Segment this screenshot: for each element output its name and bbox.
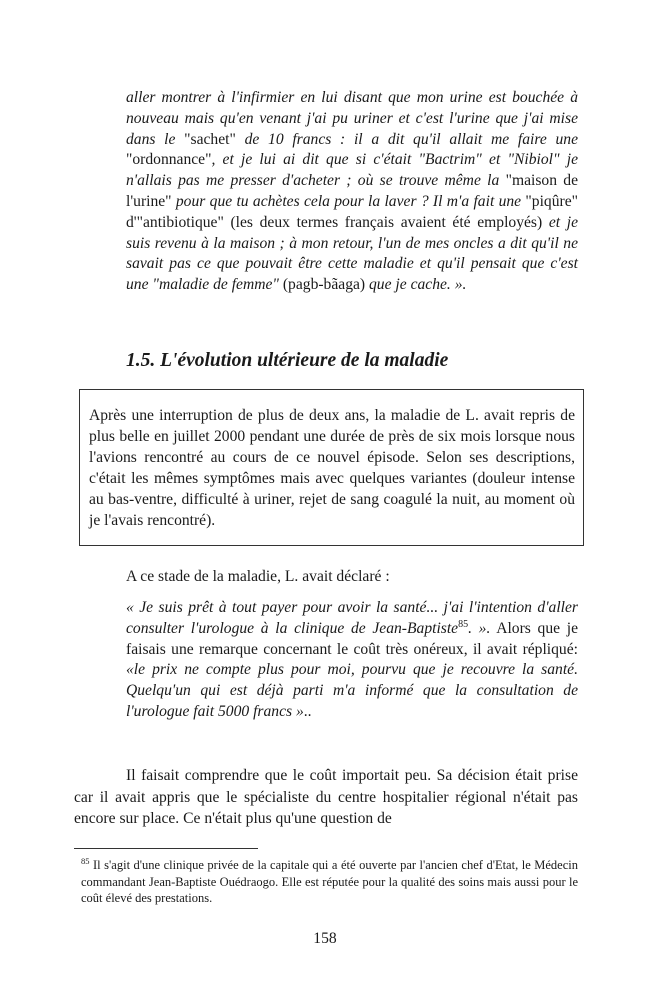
quote-text: , et je lui ai dit que si c'était "Bactrim" et "Nibiol" je n'allais pas me presser d'acheter ; où se trouve même la: [126, 151, 578, 190]
footnote: [74, 857, 578, 907]
quote-text: de 10 francs : il a dit qu'il allait me faire une: [235, 130, 578, 148]
footnote-number: 85: [81, 855, 90, 866]
footnote-text: Il s'agit d'une clinique privée de la capitale qui a été ouverte par l'ancien chef d'Etat, le Médecin commandant Jean-Baptiste Ouédraogo. Elle est réputée pour la qualité des soins mais aussi pour le coût élevé des prestations.: [81, 858, 578, 906]
page-number: 158: [313, 930, 337, 947]
quote-text: "maison de l'urine": [126, 172, 578, 210]
quote-text: aller montrer à l'infirmier en lui disant que mon urine est bouchée à nouveau mais qu'en venant j'ai pu uriner et c'est l'urine que j'ai mise dans le: [126, 89, 578, 148]
quote-text: (pagb-bãaga): [282, 276, 366, 294]
quote-text: "sachet": [184, 130, 236, 148]
quote-text: «le prix ne compte plus pour moi, pourvu que je recouvre la santé. Quelqu'un qui est déjà parti m'a informé que la consultation de l'urologue fait 5000 francs »: [126, 661, 578, 720]
summary-box: [79, 389, 584, 546]
quote-text: . ».: [468, 619, 491, 637]
quote-text: "piqûre" d'"antibiotique" (les deux termes français avaient été employés): [126, 192, 578, 231]
second-quote: [126, 598, 578, 723]
interview-quote: [126, 88, 578, 296]
section-heading: 1.5. L'évolution ultérieure de la maladie: [126, 350, 449, 371]
narrative-text: ..: [303, 702, 312, 720]
intro-line: A ce stade de la maladie, L. avait déclaré :: [126, 568, 390, 585]
quote-text: que je cache. ».: [365, 276, 467, 294]
quote-text: "ordonnance": [126, 151, 212, 169]
summary-text: Après une interruption de plus de deux ans, la maladie de L. avait repris de plus belle en juillet 2000 pendant une durée de près de six mois lorsque nous l'avions rencontré au cours de ce nouvel épisode. Selon ses descriptions, c'était les mêmes symptômes mais avec quelques variantes (douleur intense au bas-ventre, difficulté à uriner, rejet de sang coagulé la nuit, au moment où je l'avais rencontré).: [89, 407, 575, 529]
body-paragraph: Il faisait comprendre que le coût importait peu. Sa décision était prise car il avait appris que le spécialiste du centre hospitalier régional n'était pas encore sur place. Ce n'était plus qu'une question de: [74, 767, 578, 827]
footnote-divider: [74, 848, 258, 849]
footnote-reference: 85: [458, 618, 469, 630]
quote-text: « Je suis prêt à tout payer pour avoir la santé... j'ai l'intention d'aller consulter l'urologue à la clinique de Jean-Baptiste: [126, 599, 578, 637]
quote-text: et je suis revenu à la maison ; à mon retour, l'un de mes oncles a dit qu'il ne savait pas ce que pouvait être cette maladie et qu'il pensait que c'est une "maladie de femme": [126, 213, 578, 294]
narrative-text: Alors que je faisais une remarque concernant le coût très onéreux, il avait répliqué:: [126, 619, 578, 658]
quote-text: pour que tu achètes cela pour la laver ? Il m'a fait une: [171, 192, 526, 210]
